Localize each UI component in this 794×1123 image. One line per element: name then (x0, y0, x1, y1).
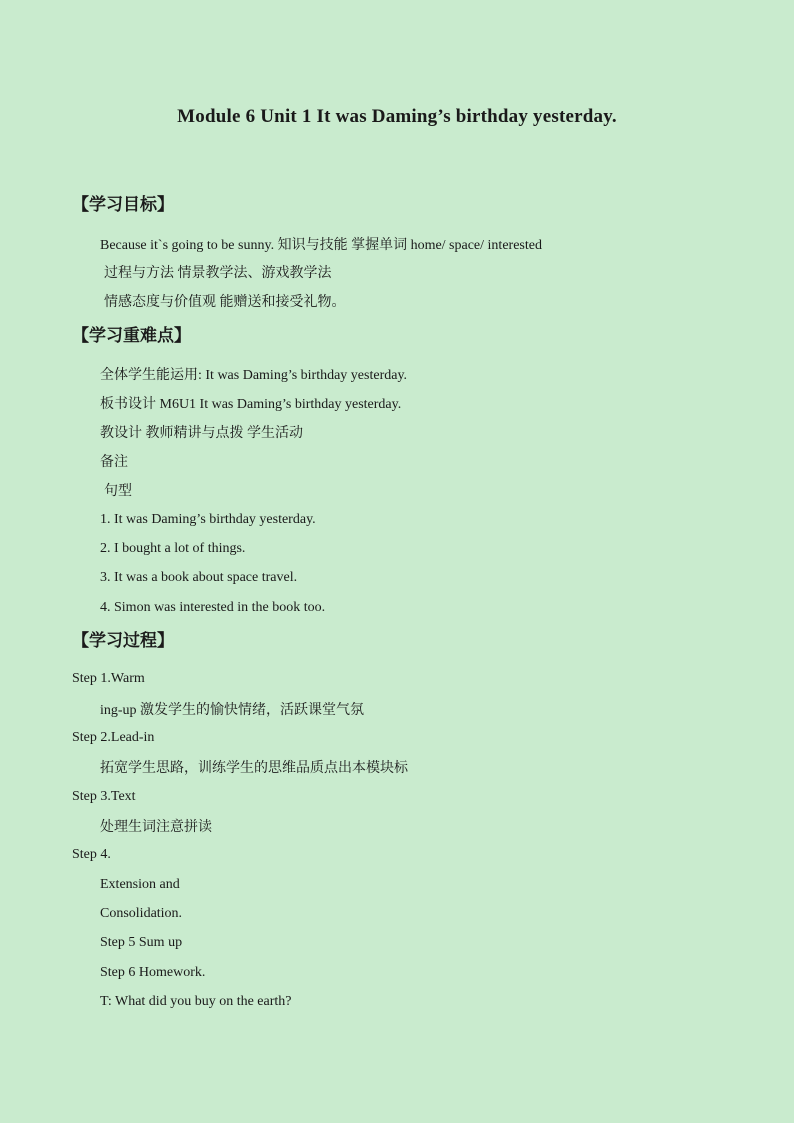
process-step: Step 2.Lead-in (72, 730, 155, 745)
document-title: Module 6 Unit 1 It was Daming’s birthday yesterday. (177, 106, 617, 127)
sentence-pattern-item: 2. I bought a lot of things. (100, 541, 246, 556)
key-point-line: 句型 (104, 484, 132, 499)
sentence-pattern-item: 1. It was Daming’s birthday yesterday. (100, 512, 316, 527)
process-step: Step 3.Text (72, 789, 136, 804)
section-heading-key-points: 【学习重难点】 (72, 326, 191, 346)
process-line: Consolidation. (100, 906, 183, 921)
process-line: Step 6 Homework. (100, 965, 206, 980)
key-point-line: 板书设计 M6U1 It was Daming’s birthday yesterday. (100, 397, 402, 412)
process-step: Step 4. (72, 847, 111, 862)
objective-line: Because it`s going to be sunny. 知识与技能 掌握单词 home/ space/ interested (100, 238, 542, 253)
process-line: Extension and (100, 877, 180, 892)
sentence-pattern-item: 3. It was a book about space travel. (100, 570, 298, 585)
key-point-line: 全体学生能运用: It was Daming’s birthday yesterday. (100, 368, 408, 383)
key-point-line: 备注 (100, 455, 128, 470)
process-line: Step 5 Sum up (100, 935, 183, 950)
objective-line: 过程与方法 情景教学法、游戏教学法 (104, 266, 332, 281)
process-step: Step 1.Warm (72, 671, 145, 686)
process-line: 拓宽学生思路，训练学生的思维品质点出本模块标 (100, 761, 408, 776)
process-line: T: What did you buy on the earth? (100, 994, 292, 1009)
section-heading-objectives: 【学习目标】 (72, 195, 174, 215)
process-line: 处理生词注意拼读 (100, 820, 212, 835)
key-point-line: 教设计 教师精讲与点拨 学生活动 (100, 426, 303, 441)
objective-line: 情感态度与价值观 能赠送和接受礼物。 (104, 295, 346, 310)
section-heading-process: 【学习过程】 (72, 631, 174, 651)
process-line: ing-up 激发学生的愉快情绪，活跃课堂气氛 (100, 703, 365, 718)
sentence-pattern-item: 4. Simon was interested in the book too. (100, 600, 326, 615)
